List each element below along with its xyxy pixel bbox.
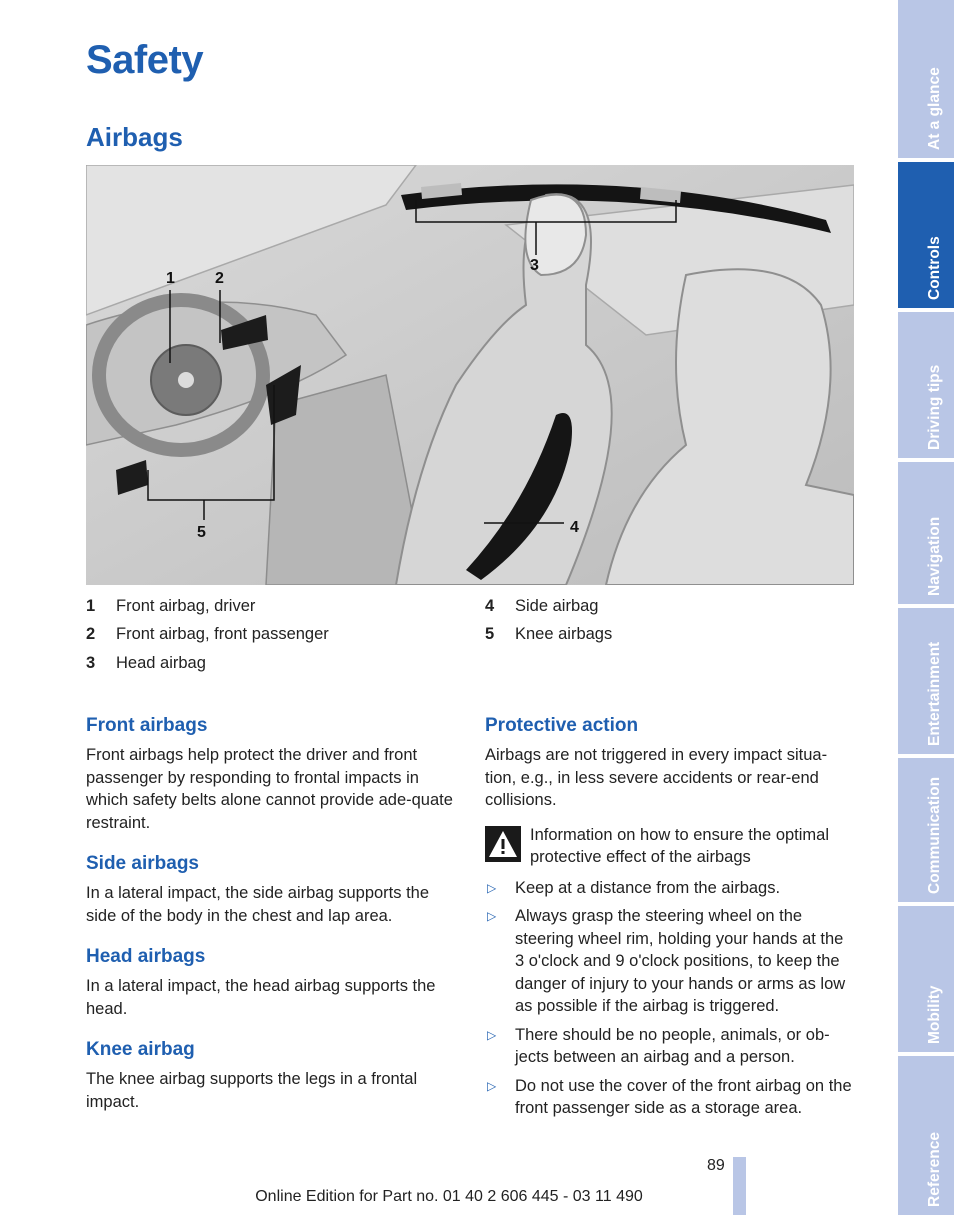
right-column — [485, 714, 857, 1126]
protective-action-intro: Airbags are not triggered in every impact situa-tion, e.g., in less severe accidents or rear-end collisions. — [485, 746, 828, 809]
bullet-triangle-icon: ▷ — [487, 1027, 497, 1042]
warning-text: Information on how to ensure the optimal protective effect of the airbags — [530, 825, 830, 866]
callout-1: 1 — [166, 270, 175, 287]
protective-action-heading: Protective action — [485, 715, 639, 736]
bullet-triangle-icon: ▷ — [487, 909, 497, 923]
tab-at-a-glance[interactable]: At a glance — [898, 0, 954, 158]
knee-airbag-heading: Knee airbag — [86, 1039, 195, 1060]
side-airbags-heading: Side airbags — [86, 853, 199, 874]
knee-airbag-text: The knee airbag supports the legs in a frontal impact. — [86, 1070, 418, 1111]
chapter-sidebar — [898, 0, 954, 1215]
callout-5: 5 — [197, 524, 206, 541]
list-item: ▷ Keep at a distance from the airbags. — [485, 877, 857, 900]
callout-2: 2 — [215, 270, 224, 287]
page-number-bar — [733, 1157, 746, 1215]
tab-mobility[interactable]: Mobility — [898, 906, 954, 1052]
tab-entertainment[interactable]: Entertainment — [898, 608, 954, 754]
tab-reference[interactable]: Reference — [898, 1056, 954, 1215]
page-number: 89 — [707, 1157, 725, 1174]
footer-text: Online Edition for Part no. 01 40 2 606 445 - 03 11 490 — [255, 1188, 643, 1205]
warning-note — [485, 824, 857, 869]
warning-triangle-icon — [485, 826, 521, 862]
callout-4: 4 — [570, 519, 579, 536]
page-title: Safety — [86, 38, 204, 82]
side-airbags-text: In a lateral impact, the side airbag supports the side of the body in the chest and lap area. — [86, 884, 430, 925]
left-column — [86, 714, 458, 1131]
list-item: ▷ Always grasp the steering wheel on the steering wheel rim, holding your hands at the 3 o'clock and 9 o'clock positions, to keep the danger of injury to your hands or arms as low as possible if the airbag is triggered. — [487, 907, 846, 1015]
front-airbags-heading: Front airbags — [86, 715, 208, 736]
tab-navigation[interactable]: Navigation — [898, 462, 954, 604]
bullet-triangle-icon: ▷ — [487, 880, 497, 895]
section-title: Airbags — [86, 122, 183, 152]
list-item: ▷ There should be no people, animals, or ob-jects between an airbag and a person. — [487, 1025, 830, 1066]
list-item: ▷ Do not use the cover of the front airbag on the front passenger side as a storage area. — [487, 1076, 852, 1117]
tab-driving-tips[interactable]: Driving tips — [898, 312, 954, 458]
bullet-triangle-icon: ▷ — [487, 1078, 497, 1093]
tab-communication[interactable]: Communication — [898, 758, 954, 902]
head-airbags-heading: Head airbags — [86, 946, 206, 967]
airbag-figure — [86, 165, 854, 585]
front-airbags-text: Front airbags help protect the driver and front passenger by responding to frontal impacts in which safety belts alone cannot provide ade-quate restraint. — [86, 746, 453, 832]
tab-controls[interactable]: Controls — [898, 162, 954, 308]
car-interior-illustration — [86, 165, 854, 585]
callout-3: 3 — [530, 257, 539, 274]
head-airbags-text: In a lateral impact, the head airbag supports the head. — [86, 977, 436, 1018]
